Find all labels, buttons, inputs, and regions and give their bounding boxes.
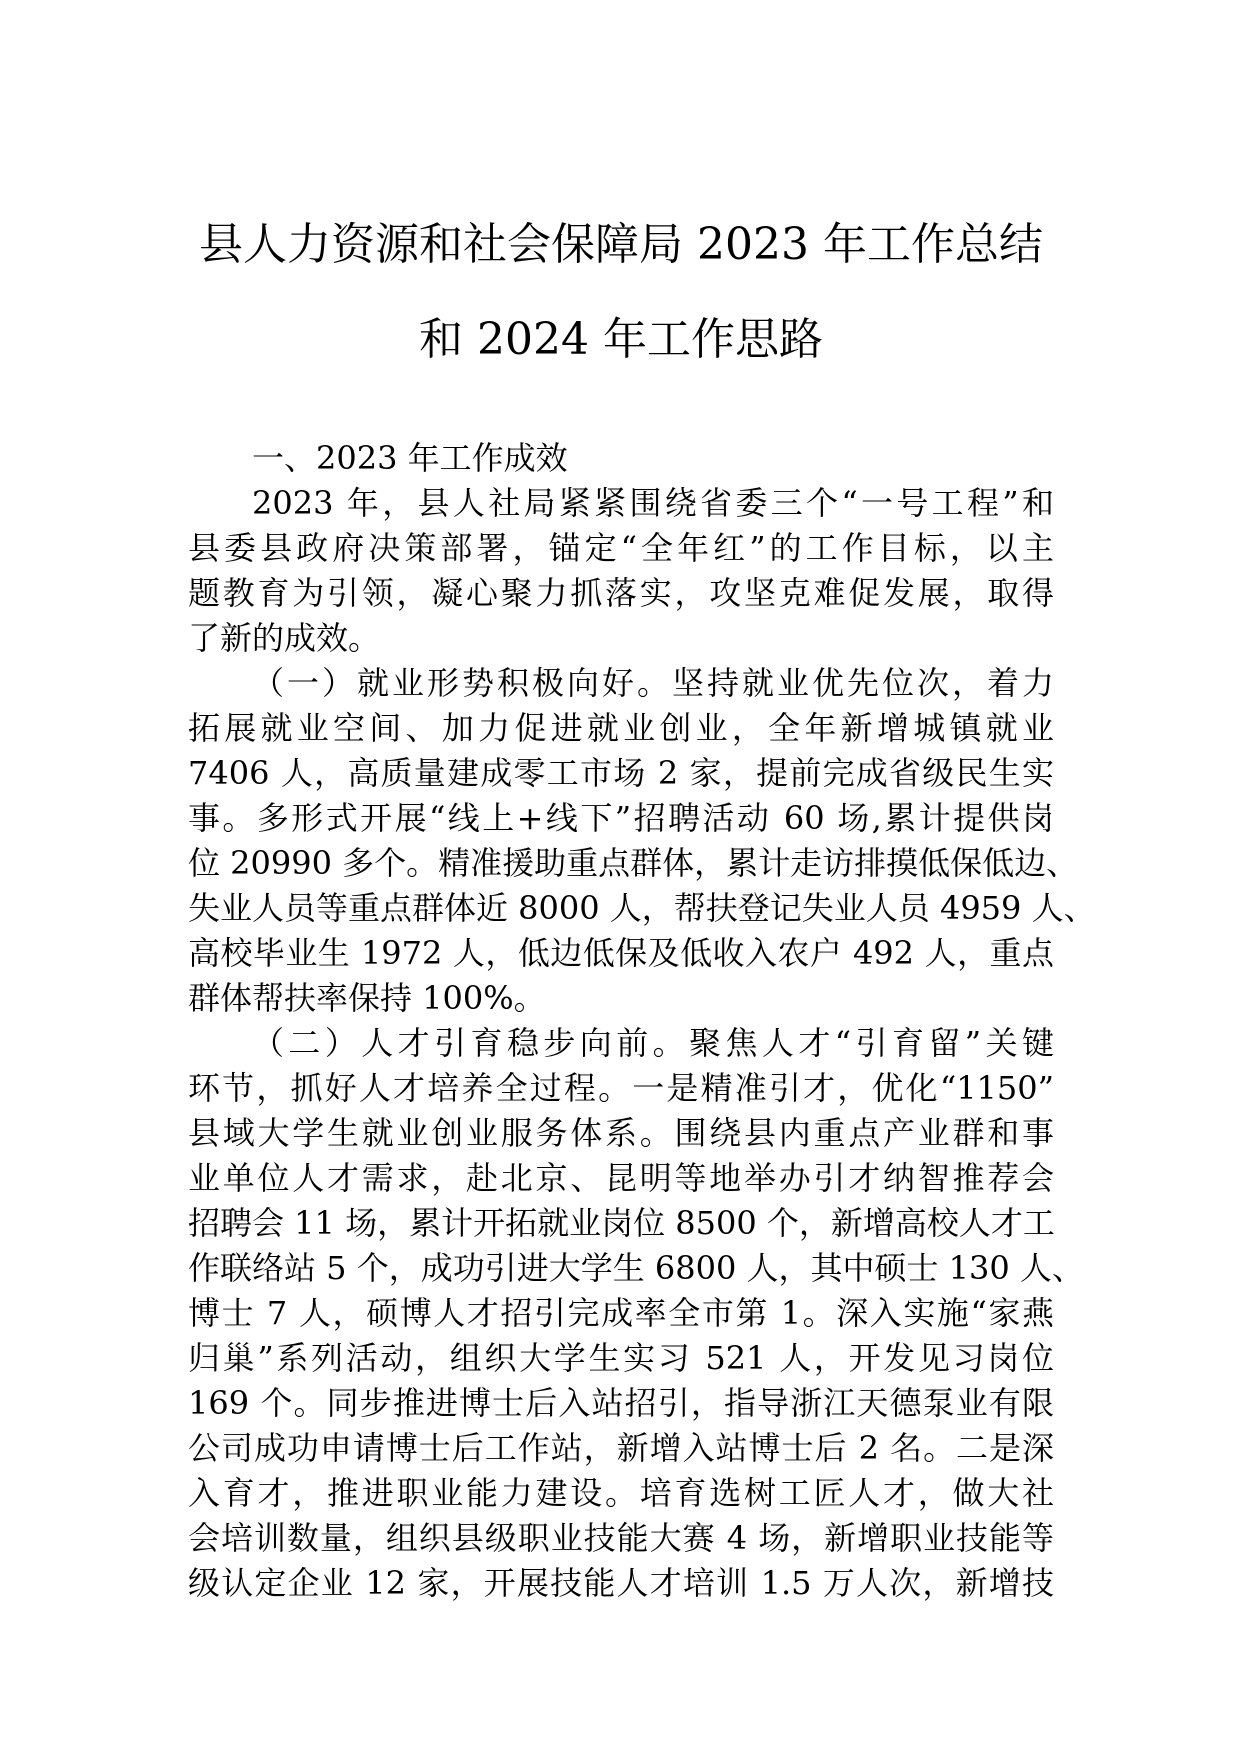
paragraph-line: 县委县政府决策部署，锚定“全年红”的工作目标，以主	[188, 529, 1054, 567]
paragraph-line: 级认定企业 12 家，开展技能人才培训 1.5 万人次，新增技	[188, 1564, 1054, 1602]
paragraph-line: 失业人员等重点群体近 8000 人，帮扶登记失业人员 4959 人、	[188, 889, 1096, 927]
paragraph-line: 位 20990 多个。精准援助重点群体，累计走访排摸低保低边、	[188, 844, 1079, 882]
paragraph-line: 作联络站 5 个，成功引进大学生 6800 人，其中硕士 130 人、	[188, 1249, 1084, 1287]
paragraph-line: 博士 7 人，硕博人才招引完成率全市第 1。深入实施“家燕	[188, 1294, 1054, 1332]
document-title-line-1: 县人力资源和社会保障局 2023 年工作总结	[199, 219, 1043, 270]
paragraph-line: 业单位人才需求，赴北京、昆明等地举办引才纳智推荐会	[188, 1159, 1054, 1197]
document-body	[188, 436, 1096, 1606]
section-heading: 一、2023 年工作成效	[252, 439, 568, 477]
paragraph-line: 公司成功申请博士后工作站，新增入站博士后 2 名。二是深	[188, 1429, 1054, 1467]
paragraph-line: 群体帮扶率保持 100%。	[188, 979, 546, 1017]
paragraph-line: 归巢”系列活动，组织大学生实习 521 人，开发见习岗位	[188, 1339, 1054, 1377]
document-page	[188, 0, 1096, 1754]
paragraph-line: （一）就业形势积极向好。坚持就业优先位次，着力	[252, 664, 1054, 702]
document-title-line-2: 和 2024 年工作思路	[419, 314, 823, 365]
paragraph-line: 环节，抓好人才培养全过程。一是精准引才，优化“1150”	[188, 1069, 1054, 1107]
paragraph-line: 2023 年，县人社局紧紧围绕省委三个“一号工程”和	[252, 484, 1054, 522]
paragraph-line: 事。多形式开展“线上+线下”招聘活动 60 场,累计提供岗	[188, 799, 1054, 837]
paragraph-line: 会培训数量，组织县级职业技能大赛 4 场，新增职业技能等	[188, 1519, 1054, 1557]
paragraph-line: （二）人才引育稳步向前。聚焦人才“引育留”关键	[252, 1024, 1054, 1062]
paragraph-line: 招聘会 11 场，累计开拓就业岗位 8500 个，新增高校人才工	[188, 1204, 1055, 1242]
paragraph-line: 了新的成效。	[188, 619, 381, 657]
paragraph-line: 169 个。同步推进博士后入站招引，指导浙江天德泵业有限	[188, 1384, 1054, 1422]
paragraph-line: 拓展就业空间、加力促进就业创业，全年新增城镇就业	[188, 709, 1054, 747]
paragraph-line: 7406 人，高质量建成零工市场 2 家，提前完成省级民生实	[188, 754, 1054, 792]
paragraph-line: 高校毕业生 1972 人，低边低保及低收入农户 492 人，重点	[188, 934, 1054, 972]
paragraph-line: 县域大学生就业创业服务体系。围绕县内重点产业群和事	[188, 1114, 1054, 1152]
paragraph-line: 题教育为引领，凝心聚力抓落实，攻坚克难促发展，取得	[188, 574, 1054, 612]
paragraph-line: 入育才，推进职业能力建设。培育选树工匠人才，做大社	[188, 1474, 1054, 1512]
